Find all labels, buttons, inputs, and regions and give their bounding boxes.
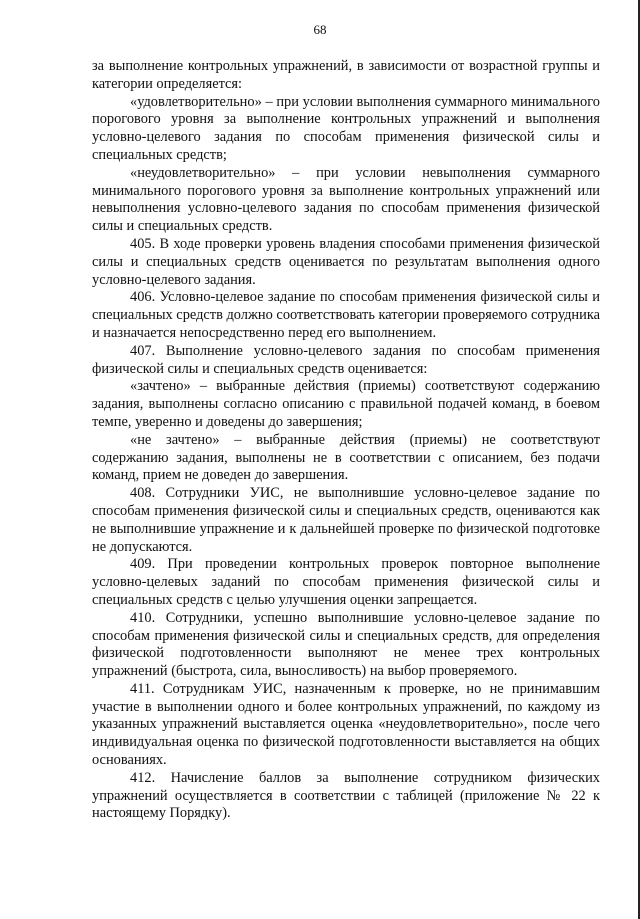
- paragraph-411: 411. Сотрудникам УИС, назначенным к проверке, но не принимавшим участие в выполнении одного и более контрольных упражнений, по каждому из указанных упражнений выставляется оценка «неудовлетворительно», после чего индивидуальная оценка по физической подготовленности выставляется на общих основаниях.: [92, 680, 600, 769]
- paragraph-satisfactory: «удовлетворительно» – при условии выполнения суммарного минимального порогового уровня за выполнение контрольных упражнений и выполнения условно-целевого задания по способам применения физической силы и специальных средств;: [92, 93, 600, 163]
- paragraph-408: 408. Сотрудники УИС, не выполнившие условно-целевое задание по способам применения физической силы и специальных средств, оцениваются как не выполнившие упражнение и к дальнейшей проверке по физической подготовке не допускаются.: [92, 485, 600, 555]
- paragraph-unsatisfactory: «неудовлетворительно» – при условии невыполнения суммарного минимального порогового уровня за выполнение контрольных упражнений или невыполнения условно-целевого задания по способам применения физической силы и специальных средств.: [92, 164, 600, 235]
- paragraph-410: 410. Сотрудники, успешно выполнившие условно-целевое задание по способам применения физической силы и специальных средств, для определения физической подготовленности выполняют не менее трех контрольных упражнений (быстрота, сила, выносливость) на выбор проверяемого.: [92, 609, 600, 680]
- paragraph-407: 407. Выполнение условно-целевого задания по способам применения физической силы и специальных средств оценивается:: [92, 342, 600, 377]
- page-number: 68: [313, 22, 327, 37]
- paragraph-412: 412. Начисление баллов за выполнение сотрудником физических упражнений осуществляется в соответствии с таблицей (приложение № 22 к настоящему Порядку).: [92, 769, 600, 822]
- paragraph-405: 405. В ходе проверки уровень владения способами применения физической силы и специальных средств оценивается по результатам выполнения одного условно-целевого задания.: [92, 235, 600, 288]
- paragraph-409: 409. При проведении контрольных проверок повторное выполнение условно-целевых заданий по способам применения физической силы и специальных средств с целью улучшения оценки запрещается.: [92, 556, 600, 608]
- paragraph-not-passed: «не зачтено» – выбранные действия (приемы) не соответствуют содержанию задания, выполнены не в соответствии с описанием, без подачи команд, прием не доведен до завершения.: [92, 431, 600, 484]
- paragraph-passed: «зачтено» – выбранные действия (приемы) соответствуют содержанию задания, выполнены согласно описанию с правильной подачей команд, в боевом темпе, уверенно и доведены до завершения;: [92, 378, 600, 430]
- paragraph-406: 406. Условно-целевое задание по способам применения физической силы и специальных средств должно соответствовать категории проверяемого сотрудника и назначается непосредственно перед его выполнением.: [92, 289, 600, 341]
- paragraph-continuation: за выполнение контрольных упражнений, в зависимости от возрастной группы и категории определяется:: [92, 58, 600, 92]
- document-body: [92, 58, 600, 823]
